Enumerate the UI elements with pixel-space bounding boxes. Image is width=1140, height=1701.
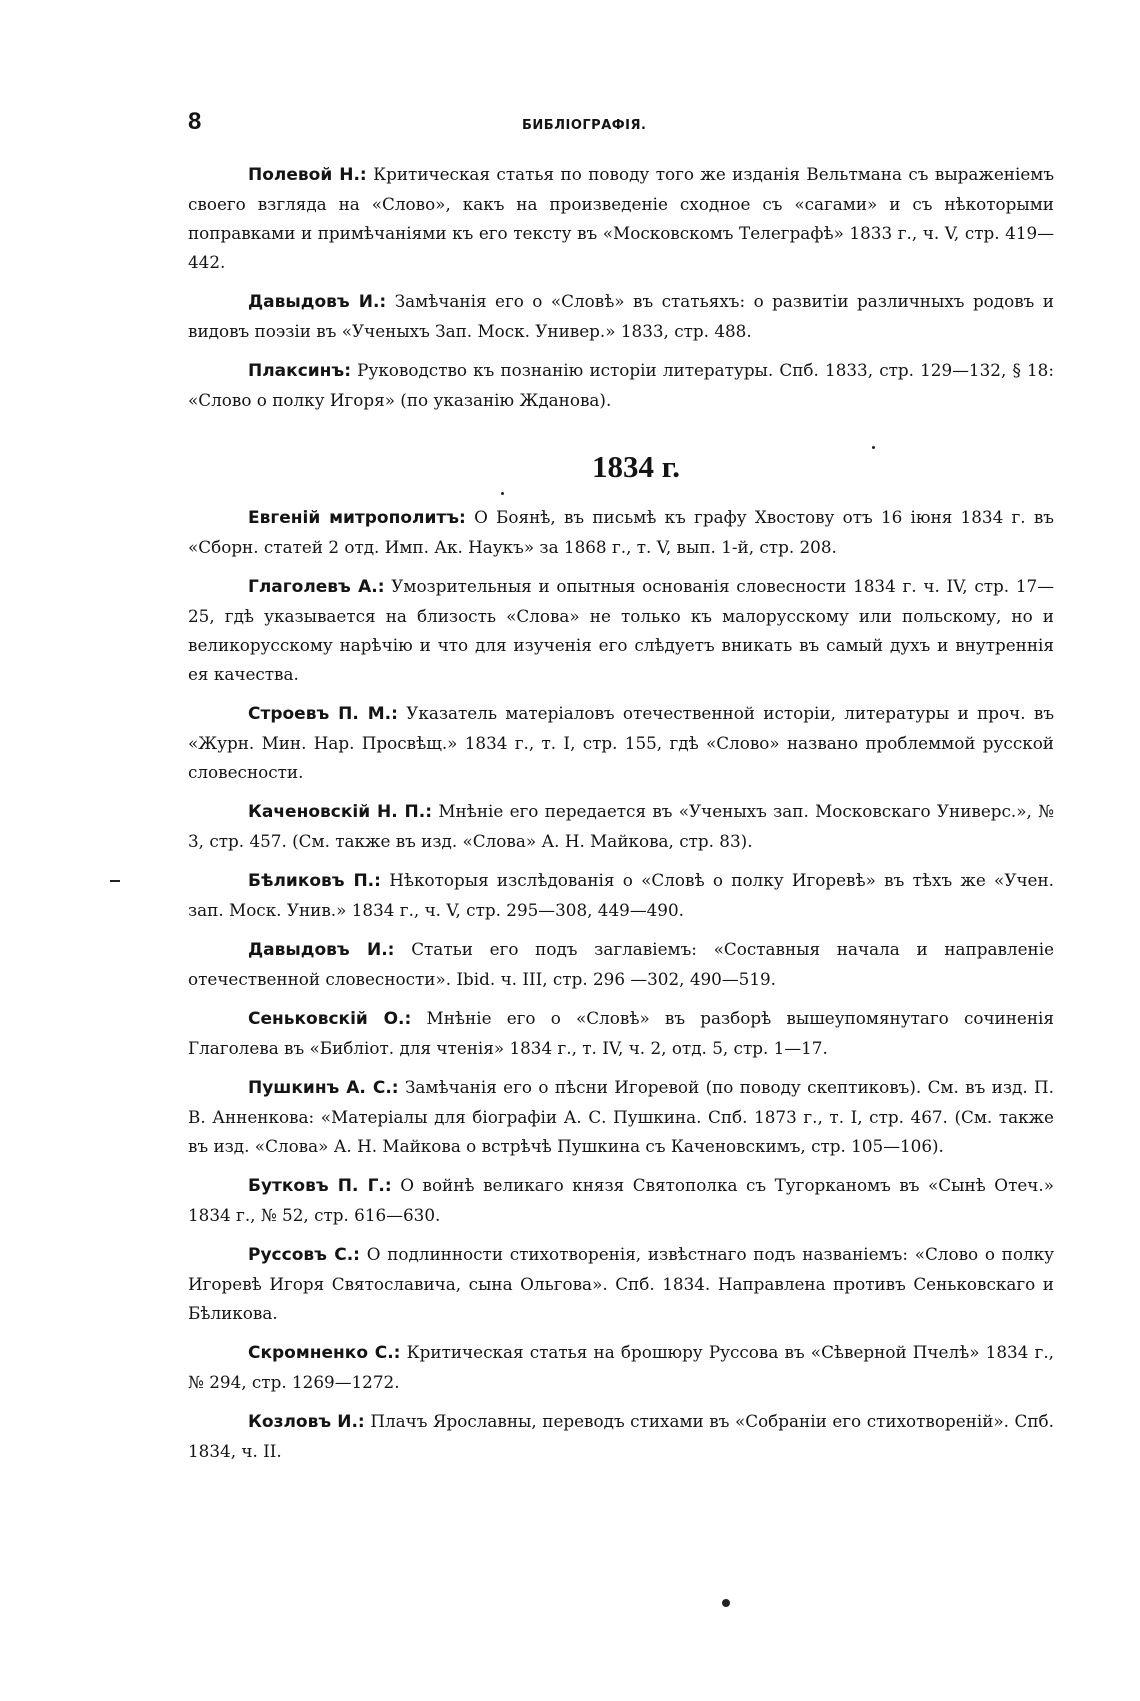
entry-text: Указатель матеріаловъ отечественной исторіи, литературы и проч. въ «Журн. Мин. Нар. Просвѣщ.» 1834 г., т. I, стр. 155, гдѣ «Слово» названо проблеммой русской словесности. — [188, 703, 1054, 782]
entry-author: Козловъ И.: — [248, 1412, 365, 1432]
bibliography-entry — [188, 699, 1054, 787]
entry-author: Строевъ П. М.: — [248, 704, 398, 724]
page-number: 8 — [188, 108, 202, 135]
scan-speck — [722, 1599, 730, 1607]
entry-author: Сеньковскій О.: — [248, 1009, 412, 1029]
bibliography-entry — [188, 1338, 1054, 1397]
entry-text: Умозрительныя и опытныя основанія словесности 1834 г. ч. IV, стр. 17—25, гдѣ указывается на близость «Слова» не только къ малорусскому или польскому, но и великорусскому нарѣчію и что для изученія его слѣдуетъ вникать въ самый духъ и внутреннія ея качества. — [188, 576, 1054, 684]
bibliography-entry — [188, 1073, 1054, 1161]
bibliography-entry — [188, 866, 1054, 925]
entry-text: Мнѣніе его о «Словѣ» въ разборѣ вышеупомянутаго сочиненія Глаголева въ «Библіот. для чтенія» 1834 г., т. IV, ч. 2, отд. 5, стр. 1—17. — [188, 1008, 1054, 1058]
bibliography-entry — [188, 503, 1054, 562]
running-title: БИБЛІОГРАФІЯ. — [522, 118, 647, 133]
entry-text: Замѣчанія его о пѣсни Игоревой (по поводу скептиковъ). См. въ изд. П. В. Анненкова: «Матеріалы для біографіи А. С. Пушкина. Спб. 1873 г., т. I, стр. 467. (См. также въ изд. «Слова» А. Н. Майкова о встрѣчѣ Пушкина съ Каченовскимъ, стр. 105—106). — [188, 1077, 1054, 1156]
bibliography-entry — [188, 160, 1054, 277]
entry-text: Критическая статья на брошюру Руссова въ «Сѣверной Пчелѣ» 1834 г., № 294, стр. 1269—1272. — [188, 1342, 1054, 1392]
entry-author: Полевой Н.: — [248, 165, 367, 185]
bibliography-entry — [188, 1004, 1054, 1063]
entry-text: О Боянѣ, въ письмѣ къ графу Хвостову отъ 16 іюня 1834 г. въ «Сборн. статей 2 отд. Имп. Ак. Наукъ» за 1868 г., т. V, вып. 1-й, стр. 208. — [188, 507, 1054, 557]
entry-author: Каченовскій Н. П.: — [248, 802, 433, 822]
bibliography-entry — [188, 356, 1054, 415]
entry-author: Пушкинъ А. С.: — [248, 1078, 399, 1098]
entry-text: Критическая статья по поводу того же изданія Вельтмана съ выраженіемъ своего взгляда на «Слово», какъ на произведеніе сходное съ «сагами» и съ нѣкоторыми поправками и примѣчаніями къ его тексту въ «Московскомъ Телеграфѣ» 1833 г., ч. V, стр. 419—442. — [188, 164, 1055, 272]
scan-speck — [501, 492, 504, 495]
entry-text: Руководство къ познанію исторіи литературы. Спб. 1833, стр. 129—132, § 18: «Слово о полку Игоря» (по указанію Жданова). — [188, 360, 1054, 410]
entry-author: Глаголевъ А.: — [248, 577, 385, 597]
entry-author: Бутковъ П. Г.: — [248, 1176, 392, 1196]
year-heading: 1834 г. — [591, 449, 681, 484]
entry-author: Руссовъ С.: — [248, 1245, 360, 1265]
bibliography-entry — [188, 1171, 1054, 1230]
entry-text: Нѣкоторыя изслѣдованія о «Словѣ о полку Игоревѣ» въ тѣхъ же «Учен. зап. Моск. Унив.» 1834 г., ч. V, стр. 295—308, 449—490. — [188, 870, 1054, 920]
entry-author: Давыдовъ И.: — [248, 940, 395, 960]
entry-text: О подлинности стихотворенія, извѣстнаго подъ названіемъ: «Слово о полку Игоревѣ Игоря Святославича, сына Ольгова». Спб. 1834. Направлена противъ Сеньковскаго и Бѣликова. — [188, 1244, 1054, 1323]
bibliography-entry — [188, 797, 1054, 856]
entry-text: Замѣчанія его о «Словѣ» въ статьяхъ: о развитіи различныхъ родовъ и видовъ поэзіи въ «Ученыхъ Зап. Моск. Универ.» 1833, стр. 488. — [188, 291, 1054, 341]
bibliography-entries — [188, 160, 1054, 1476]
bibliography-entry — [188, 1240, 1054, 1328]
entry-author: Бѣликовъ П.: — [248, 871, 381, 891]
entry-text: Плачъ Ярославны, переводъ стихами въ «Собраніи его стихотвореній». Спб. 1834, ч. II. — [188, 1411, 1054, 1461]
entry-author: Скромненко С.: — [248, 1343, 401, 1363]
bibliography-entry — [188, 287, 1054, 346]
entry-text: Мнѣніе его передается въ «Ученыхъ зап. Московскаго Универс.», № 3, стр. 457. (См. также въ изд. «Слова» А. Н. Майкова, стр. 83). — [188, 801, 1054, 851]
bibliography-entry — [188, 572, 1054, 689]
scan-speck — [872, 446, 875, 449]
scan-speck — [110, 880, 120, 882]
entry-author: Евгеній митрополитъ: — [248, 508, 466, 528]
bibliography-entry — [188, 935, 1054, 994]
entry-author: Плаксинъ: — [248, 361, 351, 381]
entry-author: Давыдовъ И.: — [248, 292, 387, 312]
bibliography-entry — [188, 1407, 1054, 1466]
entry-text: Статьи его подъ заглавіемъ: «Составныя начала и направленіе отечественной словесности». Ibid. ч. III, стр. 296 —302, 490—519. — [188, 939, 1054, 989]
entry-text: О войнѣ великаго князя Святополка съ Тугорканомъ въ «Сынѣ Отеч.» 1834 г., № 52, стр. 616—630. — [188, 1175, 1054, 1225]
